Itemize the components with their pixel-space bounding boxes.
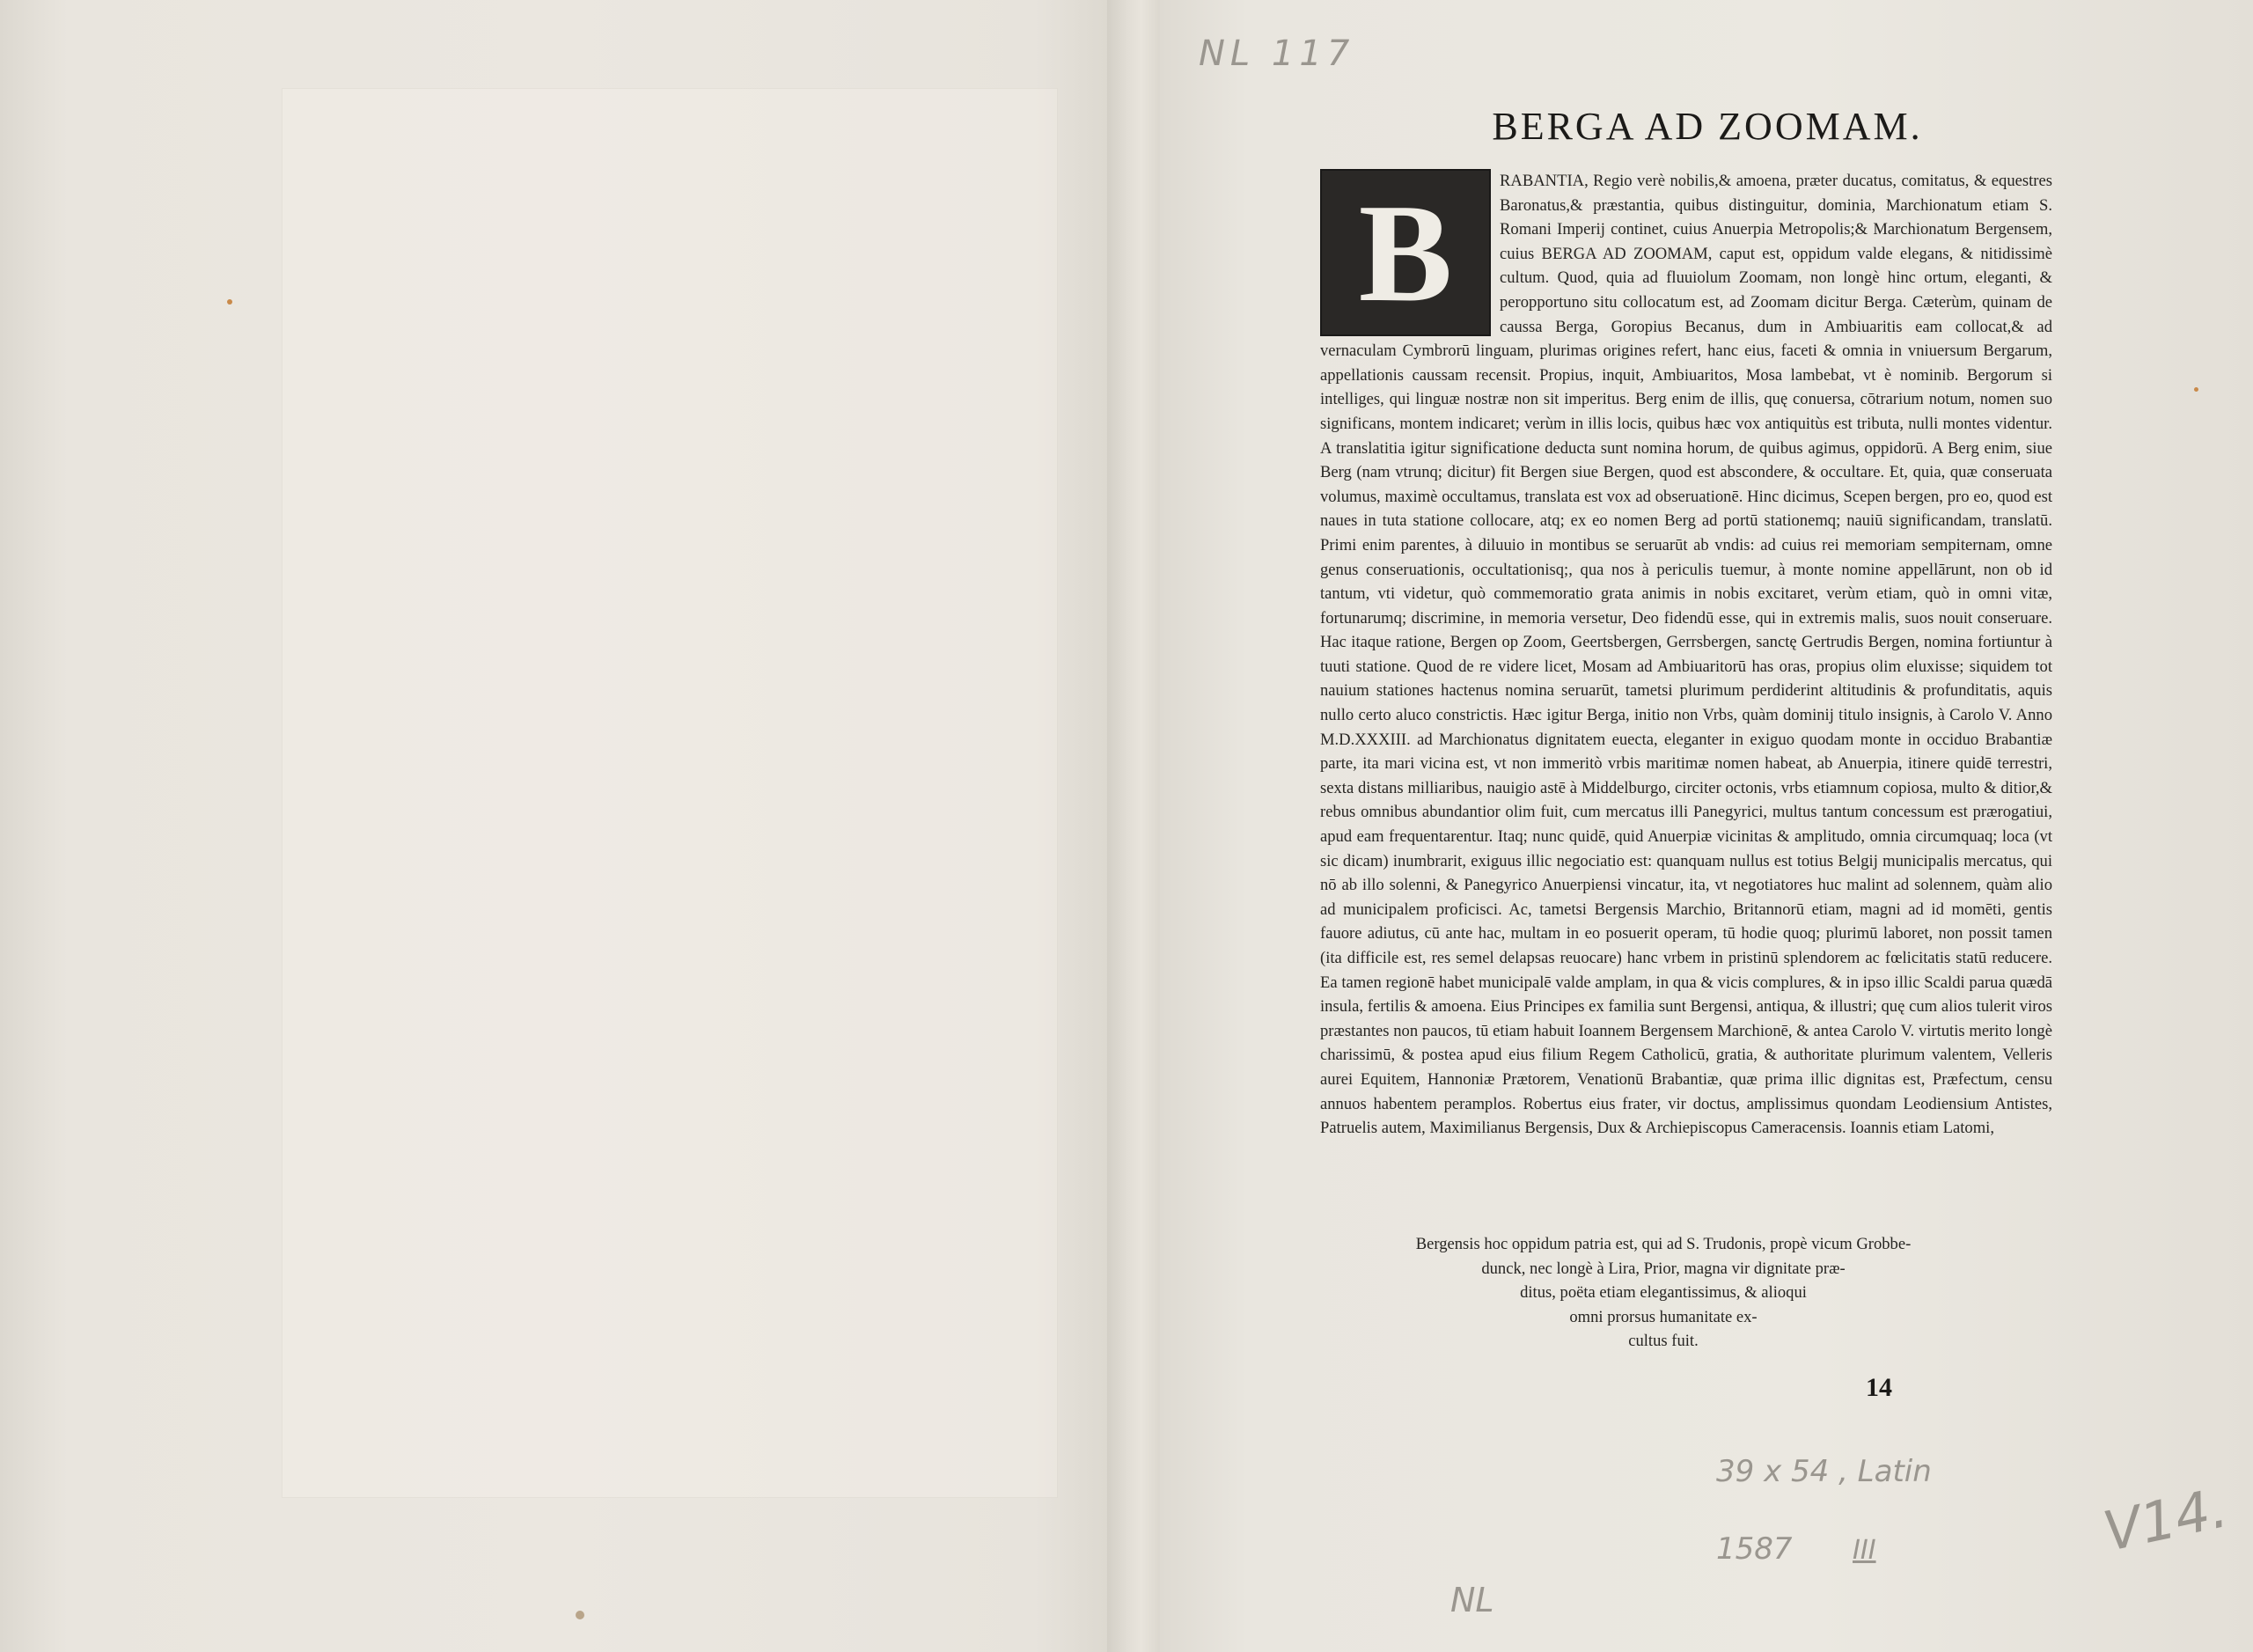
pencil-note-year: 1587 bbox=[1716, 1531, 1793, 1567]
pencil-note-bottom: NL bbox=[1450, 1581, 1494, 1619]
closing-line: Bergensis hoc oppidum patria est, qui ad S. Trudonis, propè vicum Grobbe- bbox=[1415, 1235, 1912, 1253]
initial-letter: B bbox=[1358, 174, 1453, 331]
body-paragraph: RABANTIA, Regio verè nobilis,& amoena, præter ducatus, comitatus, & equestres Baronatus,& præstantia, quibus distinguitur, dominia, Marchionatum etiam S. Romani Imperij continet, cuius Anuerpia Metropolis;& Marchionatum Bergensem, cuius BERGA AD ZOOMAM, caput est, oppidum valde elegans, & nitidissimè cultum. Quod, quia ad fluuiolum Zoomam, non longè hinc ortum, eleganti, & peropportuno situ collocatum est, ad Zoomam dicitur Berga. Cæterùm, quinam de caussa Berga, Goropius Becanus, dum in Ambiuaritis eam collocat,& ad vernaculam Cymbrorū linguam, plurimas origines refert, hanc eius, faceti & omnia in vniuersum Bergarum, appellationis caussam recensit. Propius, inquit, Ambiuaritos, Mosa lambebat, vt è nominib. Bergorum si intelliges, qui linguæ nostræ non sit imperitus. Berg enim de illis, quę conuersa, cōtrarium notum, nomen suo significans, montem indicaret; verùm in illis locis, quibus hæc vox antiquitùs est tributa, nulli montes videntur. A translatitia igitur significatione deducta sunt nomina horum, de quibus agimus, oppidorū. A Berg enim, siue Berg (nam vtrunq; dicitur) fit Bergen siue Bergen, quod est abscondere, & occultare. Et, quia, quæ conseruata volumus, maximè occultamus, translata est vox ad obseruationē. Hinc dicimus, Scepen bergen, pro eo, quod est naues in tuta statione collocare, atq; ex eo nomen Berg ad portū stationemq; nauiū significandam, translatū. Primi enim parentes, à diluuio in montibus se seruarūt ab vndis: ad cuius rei memoriam sempiternam, omne genus conseruationis, occultationisq;, qua nos à periculis tuemur, à monte nomine appellārunt, non ob id tantum, vti videtur, quò commemoratio grata animis in nobis excitaret, verùm etiam, quò in omni vitæ, fortunarumq; discrimine, in memoria versetur, Deo fidendū esse, qui in extremis malis, suos nouit conseruare. Hac itaque ratione, Bergen op Zoom, Geertsbergen, Gerrsbergen, sanctę Gertrudis Bergen, nomina fortiuntur à tuuti statione. Quod de re videre licet, Mosam ad Ambiuaritorū has oras, propius olim eluxisse; siquidem tot nauium stationes hactenus nomina seruarūt, tametsi plurimum perdiderint altitudinis & profunditatis, aquis nullo certo aluco constrictis. Hæc igitur Berga, initio non Vrbs, quàm dominij titulo insignis, à Carolo V. Anno M.D.XXXIII. ad Marchionatus dignitatem euecta, eleganter in exiguo quodam monte in occiduo Brabantiæ parte, ita mari vicina est, vt non immeritò vrbis maritimæ nomen habeat, ab Anuerpia, itinere quidē terrestri, sexta distans milliaribus, nauigio astē à Middelburgo, circiter octonis, vrbs etiamnum copiosa, multo & ditior,& rebus omnibus abundantior olim fuit, cum mercatus illi Panegyrici, multus tantum concessum est prærogatiui, apud eam frequentarentur. Itaq; nunc quidē, quid Anuerpiæ vicinitas & amplitudo, omnia circumquaq; loca (vt sic dicam) inumbrarit, exiguus illic negociatio est: quanquam nullus est totius Belgij municipalis mercatus, qui nō ab illo solenni, & Panegyrico Anuerpiensi vincatur, ita, vt negotiatores huc malint ad solennem, quàm alio ad municipalem proficisci. Ac, tametsi Bergensis Marchio, Britannorū etiam, magni ad id momēti, gentis fauore adiutus, cū ante hac, multam in eo posuerit operam, tū hodie quoq; plurimū laboret, non possit tamen (ita difficile est, res semel delapsas reuocare) hanc vrbem in pristinū splendorem ac fœlicitatis statū reducere. Ea tamen regionē habet municipalē valde amplam, in qua & vicis complures, & in ipso illic Scaldi parua quædā insula, fertilis & amoena. Eius Principes ex familia sunt Bergensi, antiqua, & illustri; quę cum alios tulerit viros præstantes non paucos, tū etiam habuit Ioannem Bergensem Marchionē, & antea Carolo V. virtutis merito longè charissimū, & postea apud eius filium Regem Catholicū, gratia, & authoritate plurimum valentem, Velleris aurei Equitem, Hannoniæ Prætorem, Venationū Brabantiæ, quæ prima illic dignitas est, Præfectum, censu annuos habentem peramplos. Robertus eius frater, vir doctus, amplissimus quondam Leodiensium Antistes, Patruelis autem, Maximilianus Bergensis, Dux & Archiepiscopus Cameracensis. Ioannis etiam Latomi, bbox=[1320, 172, 2052, 1138]
initial-space bbox=[1320, 169, 1500, 336]
plate-impression bbox=[282, 88, 1058, 1498]
body-text bbox=[1320, 169, 2052, 1141]
pencil-note-roman: III bbox=[1853, 1535, 1876, 1566]
foxing-spot bbox=[576, 1611, 584, 1619]
page-number: 14 bbox=[1866, 1373, 1892, 1402]
closing-line: cultus fuit. bbox=[1628, 1332, 1699, 1351]
left-page-blank bbox=[0, 0, 1125, 1652]
pencil-note-corner: V14. bbox=[2097, 1475, 2234, 1564]
closing-lines bbox=[1399, 1232, 1927, 1354]
closing-line: dunck, nec longè à Lira, Prior, magna vir dignitate præ- bbox=[1481, 1259, 1846, 1278]
foxing-spot bbox=[2194, 387, 2198, 392]
pencil-note-dimensions: 39 x 54 , Latin bbox=[1716, 1454, 1932, 1489]
closing-line: omni prorsus humanitate ex- bbox=[1569, 1307, 1758, 1326]
foxing-spot bbox=[227, 299, 232, 305]
pencil-note-top: NL 117 bbox=[1199, 33, 1355, 74]
closing-line: ditus, poëta etiam elegantissimus, & alioqui bbox=[1520, 1283, 1807, 1303]
page-title: BERGA AD ZOOMAM. bbox=[1492, 105, 1923, 148]
